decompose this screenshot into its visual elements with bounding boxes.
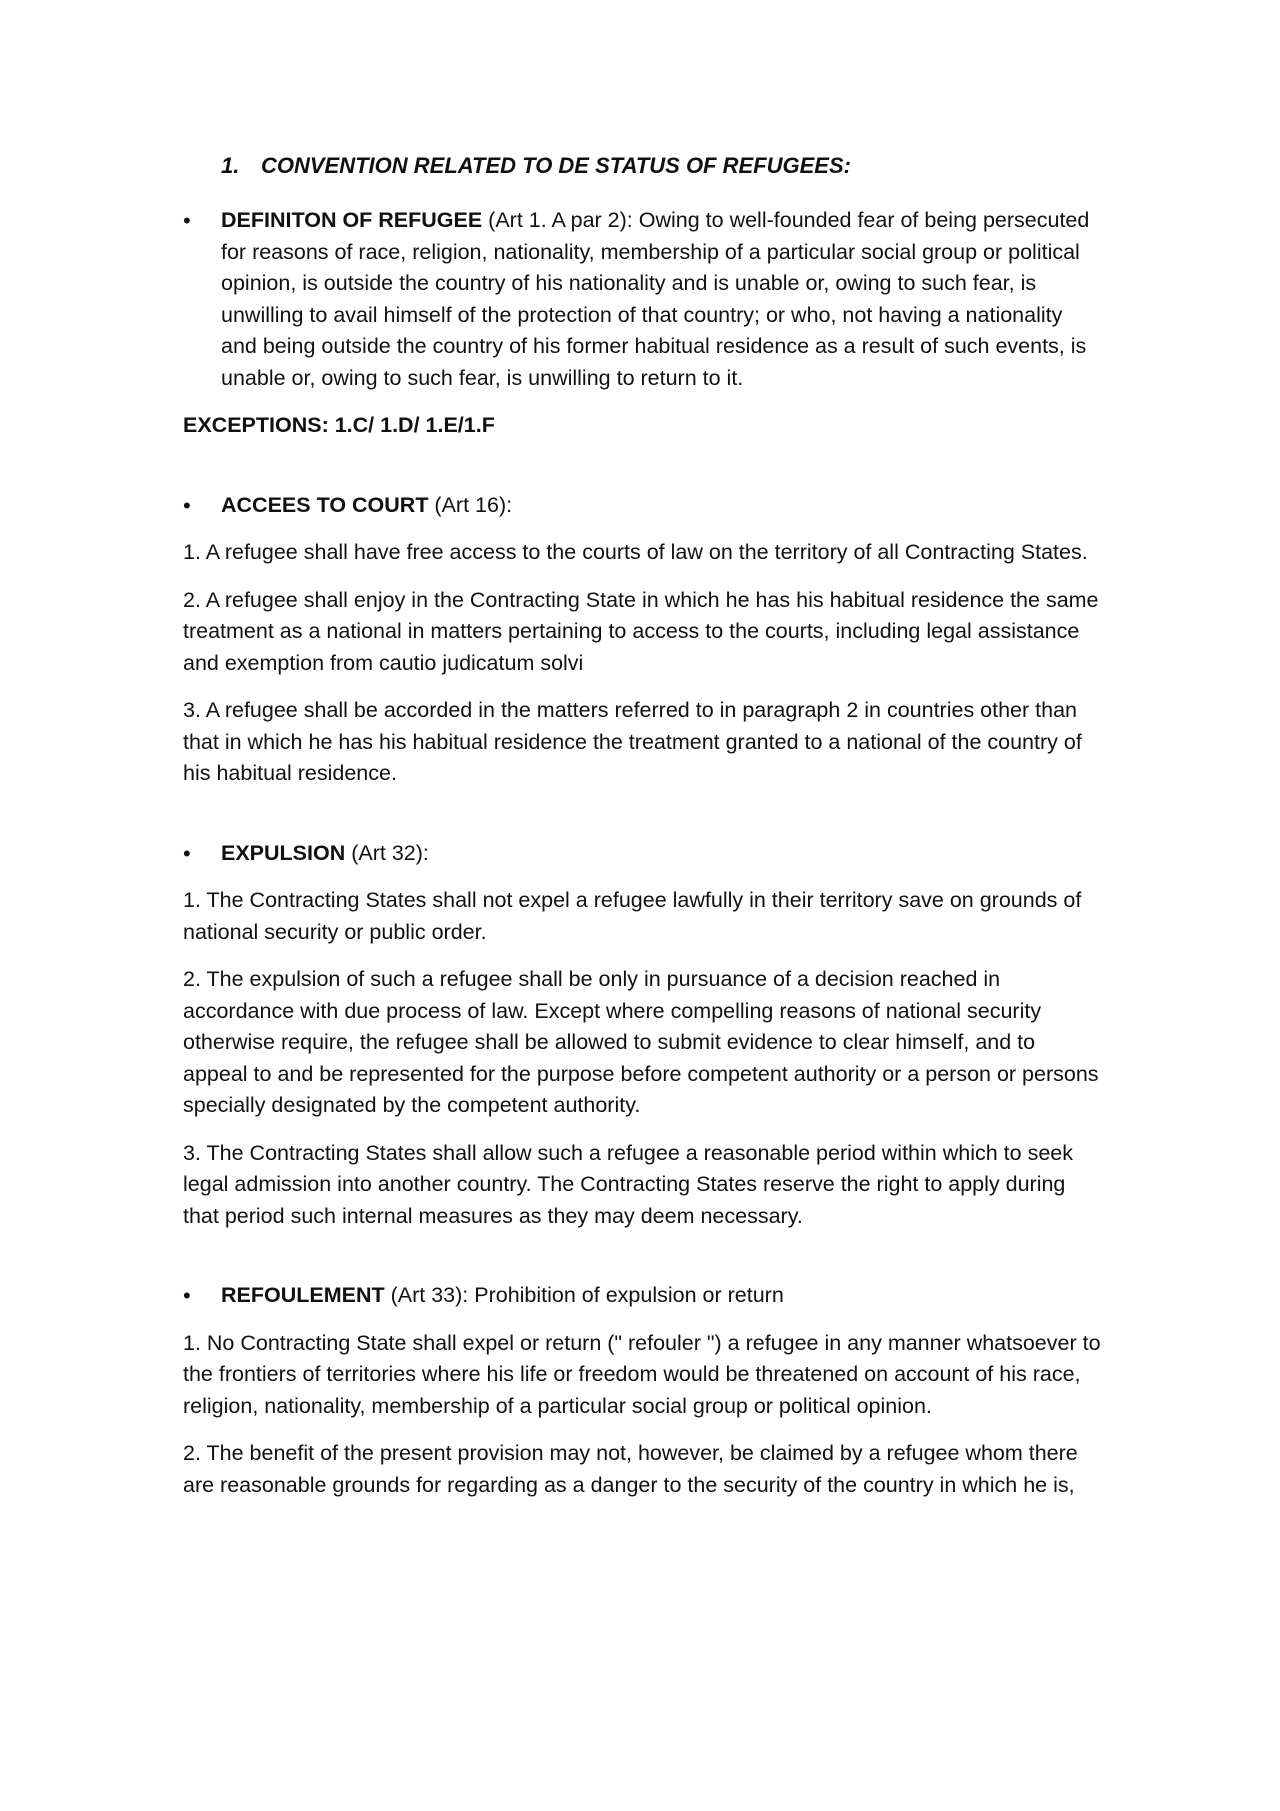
refoulement-heading [221,1280,1103,1312]
access-court-ref: (Art 16): [428,492,513,517]
definition-ref: (Art 1. A par 2): [482,208,639,232]
expulsion-paragraph: 1. The Contracting States shall not expel a refugee lawfully in their territory save on grounds of national security or public order. [183,888,1082,944]
expulsion-bullet-item [183,838,1103,870]
exceptions-line: EXCEPTIONS: 1.C/ 1.D/ 1.E/1.F [183,413,495,437]
bullet-icon: • [183,1283,191,1308]
definition-bullet-item [183,205,1103,394]
spacer [183,458,1103,490]
definition-label: DEFINITON OF REFUGEE [221,208,483,232]
expulsion-heading [221,838,1103,870]
refoulement-label: REFOULEMENT [221,1283,385,1307]
section-heading [221,150,1103,181]
bullet-icon: • [183,208,191,233]
refoulement-paragraph: 2. The benefit of the present provision may not, however, be claimed by a refugee whom there are reasonable grounds for regarding as a danger to the security of the country in which he is, [183,1441,1078,1497]
access-court-label: ACCEES TO COURT [221,492,429,517]
refoulement-bullet-item [183,1280,1103,1312]
expulsion-ref: (Art 32): [345,840,429,865]
refoulement-paragraph: 1. No Contracting State shall expel or return (" refouler ") a refugee in any manner whatsoever to the frontiers of territories where his life or freedom would be threatened on account of his race, religion, nationality, membership of a particular social group or political opinion. [183,1330,1101,1418]
spacer [183,806,1103,838]
definition-text-block [221,205,1103,394]
expulsion-label: EXPULSION [221,840,346,865]
expulsion-paragraph: 2. The expulsion of such a refugee shall be only in pursuance of a decision reached in accordance with due process of law. Except where compelling reasons of national security otherwise require, the refugee shall be allowed to submit evidence to clear himself, and to appeal to and be represented for the purpose before competent authority or a person or persons specially designated by the competent authority. [183,967,1099,1117]
section-title: CONVENTION RELATED TO DE STATUS OF REFUGEES: [261,153,851,178]
definition-text: Owing to well-founded fear of being persecuted for reasons of race, religion, nationality, membership of a particular social group or political opinion, is outside the country of his nationality and is unable or, owing to such fear, is unwilling to avail himself of the protection of that country; or who, not having a nationality and being outside the country of his former habitual residence as a result of such events, is unable or, owing to such fear, is unwilling to return to it. [221,208,1090,390]
refoulement-ref: (Art 33): Prohibition of expulsion or return [384,1283,784,1307]
access-court-paragraph: 1. A refugee shall have free access to the courts of law on the territory of all Contracting States. [183,540,1088,564]
access-court-heading [221,490,1103,522]
access-court-bullet-item [183,490,1103,522]
access-court-paragraph: 2. A refugee shall enjoy in the Contracting State in which he has his habitual residence the same treatment as a national in matters pertaining to access to the courts, including legal assistance and exemption from cautio judicatum solvi [183,587,1099,675]
bullet-icon: • [183,840,191,866]
expulsion-paragraph: 3. The Contracting States shall allow such a refugee a reasonable period within which to seek legal admission into another country. The Contracting States reserve the right to apply during that period such internal measures as they may deem necessary. [183,1140,1073,1228]
access-court-paragraph: 3. A refugee shall be accorded in the matters referred to in paragraph 2 in countries other than that in which he has his habitual residence the treatment granted to a national of the country of his habitual residence. [183,698,1082,785]
bullet-icon: • [183,492,191,518]
document-content [183,150,1103,1517]
spacer [183,1248,1103,1280]
section-number: 1. [221,153,240,178]
